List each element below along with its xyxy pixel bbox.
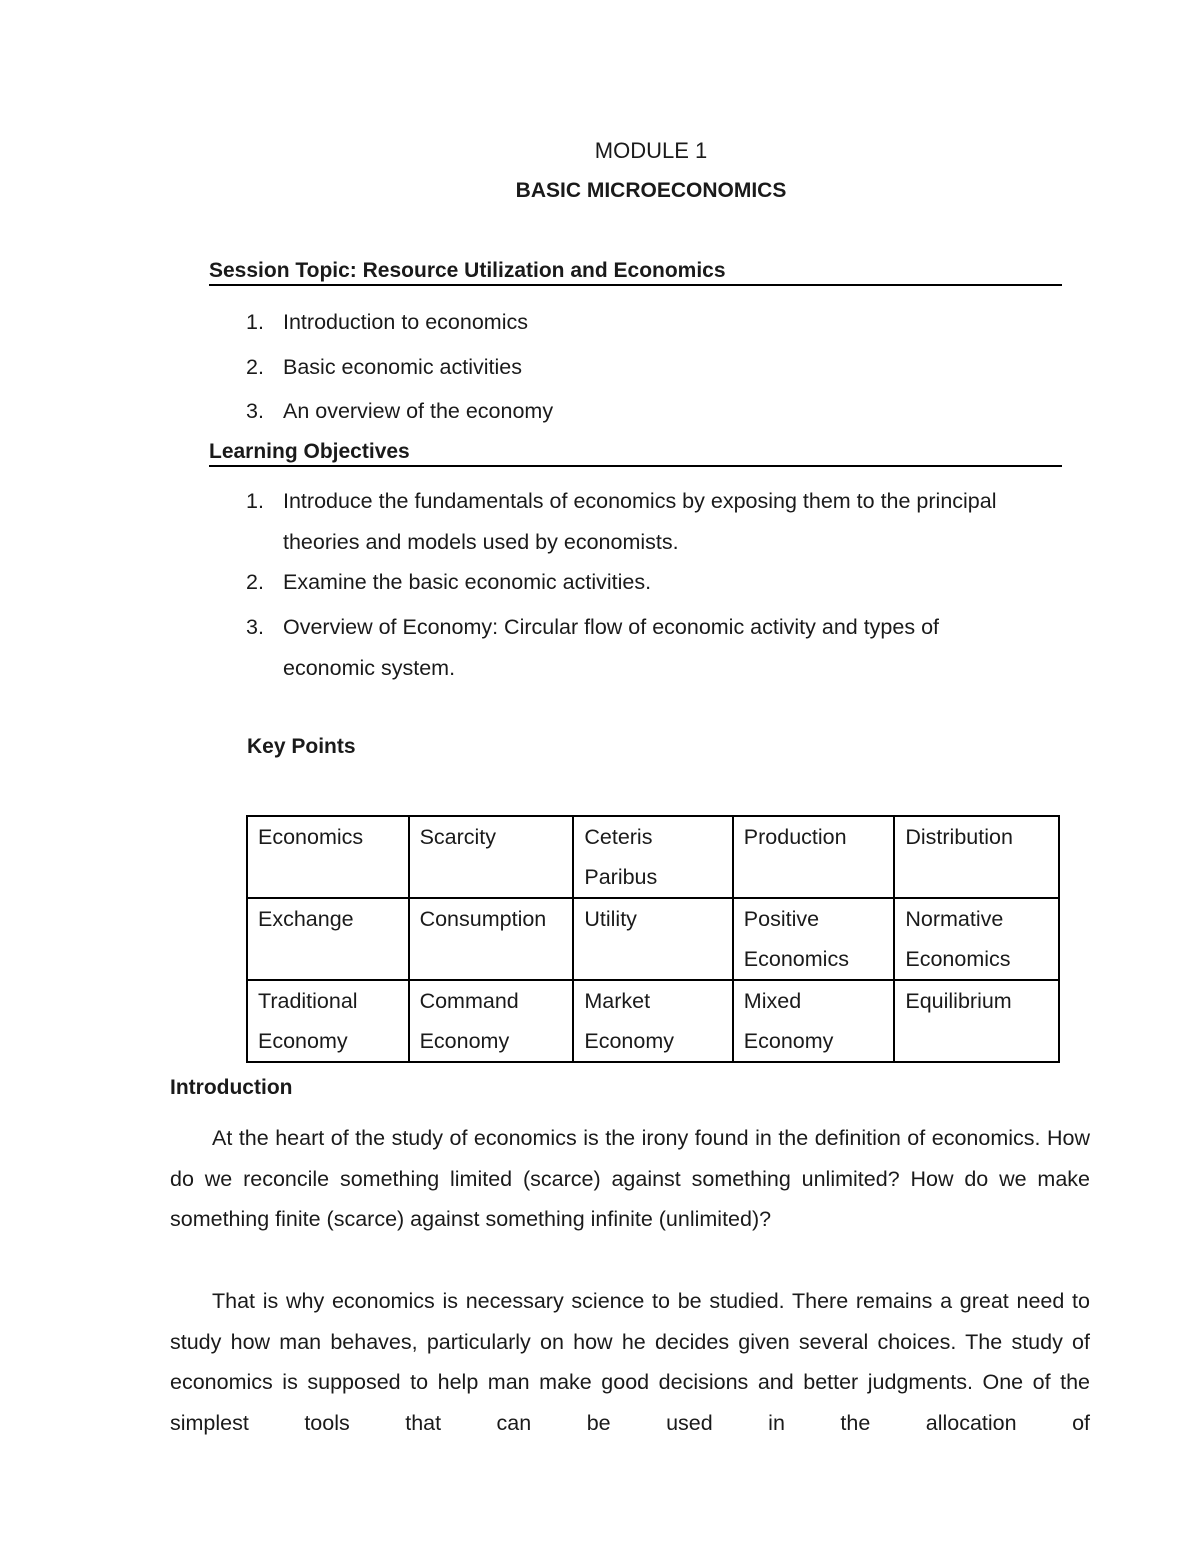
session-topic-item: [246, 391, 1006, 432]
learning-objectives-heading: Learning Objectives: [209, 440, 1062, 467]
table-row: [247, 816, 1059, 898]
session-topic-heading: Session Topic: Resource Utilization and Economics: [209, 259, 1062, 286]
table-cell: Consumption: [409, 898, 574, 980]
list-text: Examine the basic economic activities.: [283, 570, 652, 594]
table-cell: Exchange: [247, 898, 409, 980]
table-cell: Distribution: [894, 816, 1059, 898]
objective-item: [246, 481, 1006, 562]
table-cell: Market Economy: [573, 980, 732, 1062]
list-number: 1.: [246, 489, 264, 513]
list-text: Overview of Economy: Circular flow of economic activity and types of economic system.: [283, 615, 940, 680]
table-cell: Utility: [573, 898, 732, 980]
objective-item: [246, 607, 1006, 688]
table-row: [247, 980, 1059, 1062]
table-cell: Command Economy: [409, 980, 574, 1062]
table-row: [247, 898, 1059, 980]
session-topic-item: [246, 347, 1006, 388]
session-topic-item: [246, 302, 1006, 343]
list-number: 3.: [246, 399, 264, 423]
table-cell: Equilibrium: [894, 980, 1059, 1062]
objective-item: [246, 562, 1006, 603]
list-text: Basic economic activities: [283, 355, 522, 379]
document-title: BASIC MICROECONOMICS: [515, 179, 787, 202]
list-number: 3.: [246, 615, 264, 639]
table-cell: Production: [733, 816, 895, 898]
introduction-heading: Introduction: [170, 1076, 293, 1099]
table-cell: Traditional Economy: [247, 980, 409, 1062]
table-cell: Positive Economics: [733, 898, 895, 980]
list-text: An overview of the economy: [283, 399, 554, 423]
list-number: 1.: [246, 310, 264, 334]
list-number: 2.: [246, 355, 264, 379]
introduction-paragraph: That is why economics is necessary science to be studied. There remains a great need to study how man behaves, particularly on how he decides given several choices. The study of economics is supposed to help man make good decisions and better judgments. One of the simplest tools that can be used in the allocation of: [170, 1289, 1090, 1435]
table-cell: Ceteris Paribus: [573, 816, 732, 898]
key-points-table: [246, 815, 1060, 1063]
list-number: 2.: [246, 570, 264, 594]
list-text: Introduce the fundamentals of economics by exposing them to the principal theories and models used by economists.: [283, 489, 997, 554]
list-text: Introduction to economics: [283, 310, 528, 334]
table-cell: Scarcity: [409, 816, 574, 898]
module-label: MODULE 1: [594, 138, 708, 163]
table-cell: Economics: [247, 816, 409, 898]
key-points-heading: Key Points: [247, 735, 356, 758]
table-cell: Normative Economics: [894, 898, 1059, 980]
table-cell: Mixed Economy: [733, 980, 895, 1062]
introduction-paragraph: At the heart of the study of economics is the irony found in the definition of economics. How do we reconcile something limited (scarce) against something unlimited? How do we make something finite (scarce) against something infinite (unlimited)?: [170, 1126, 1090, 1231]
